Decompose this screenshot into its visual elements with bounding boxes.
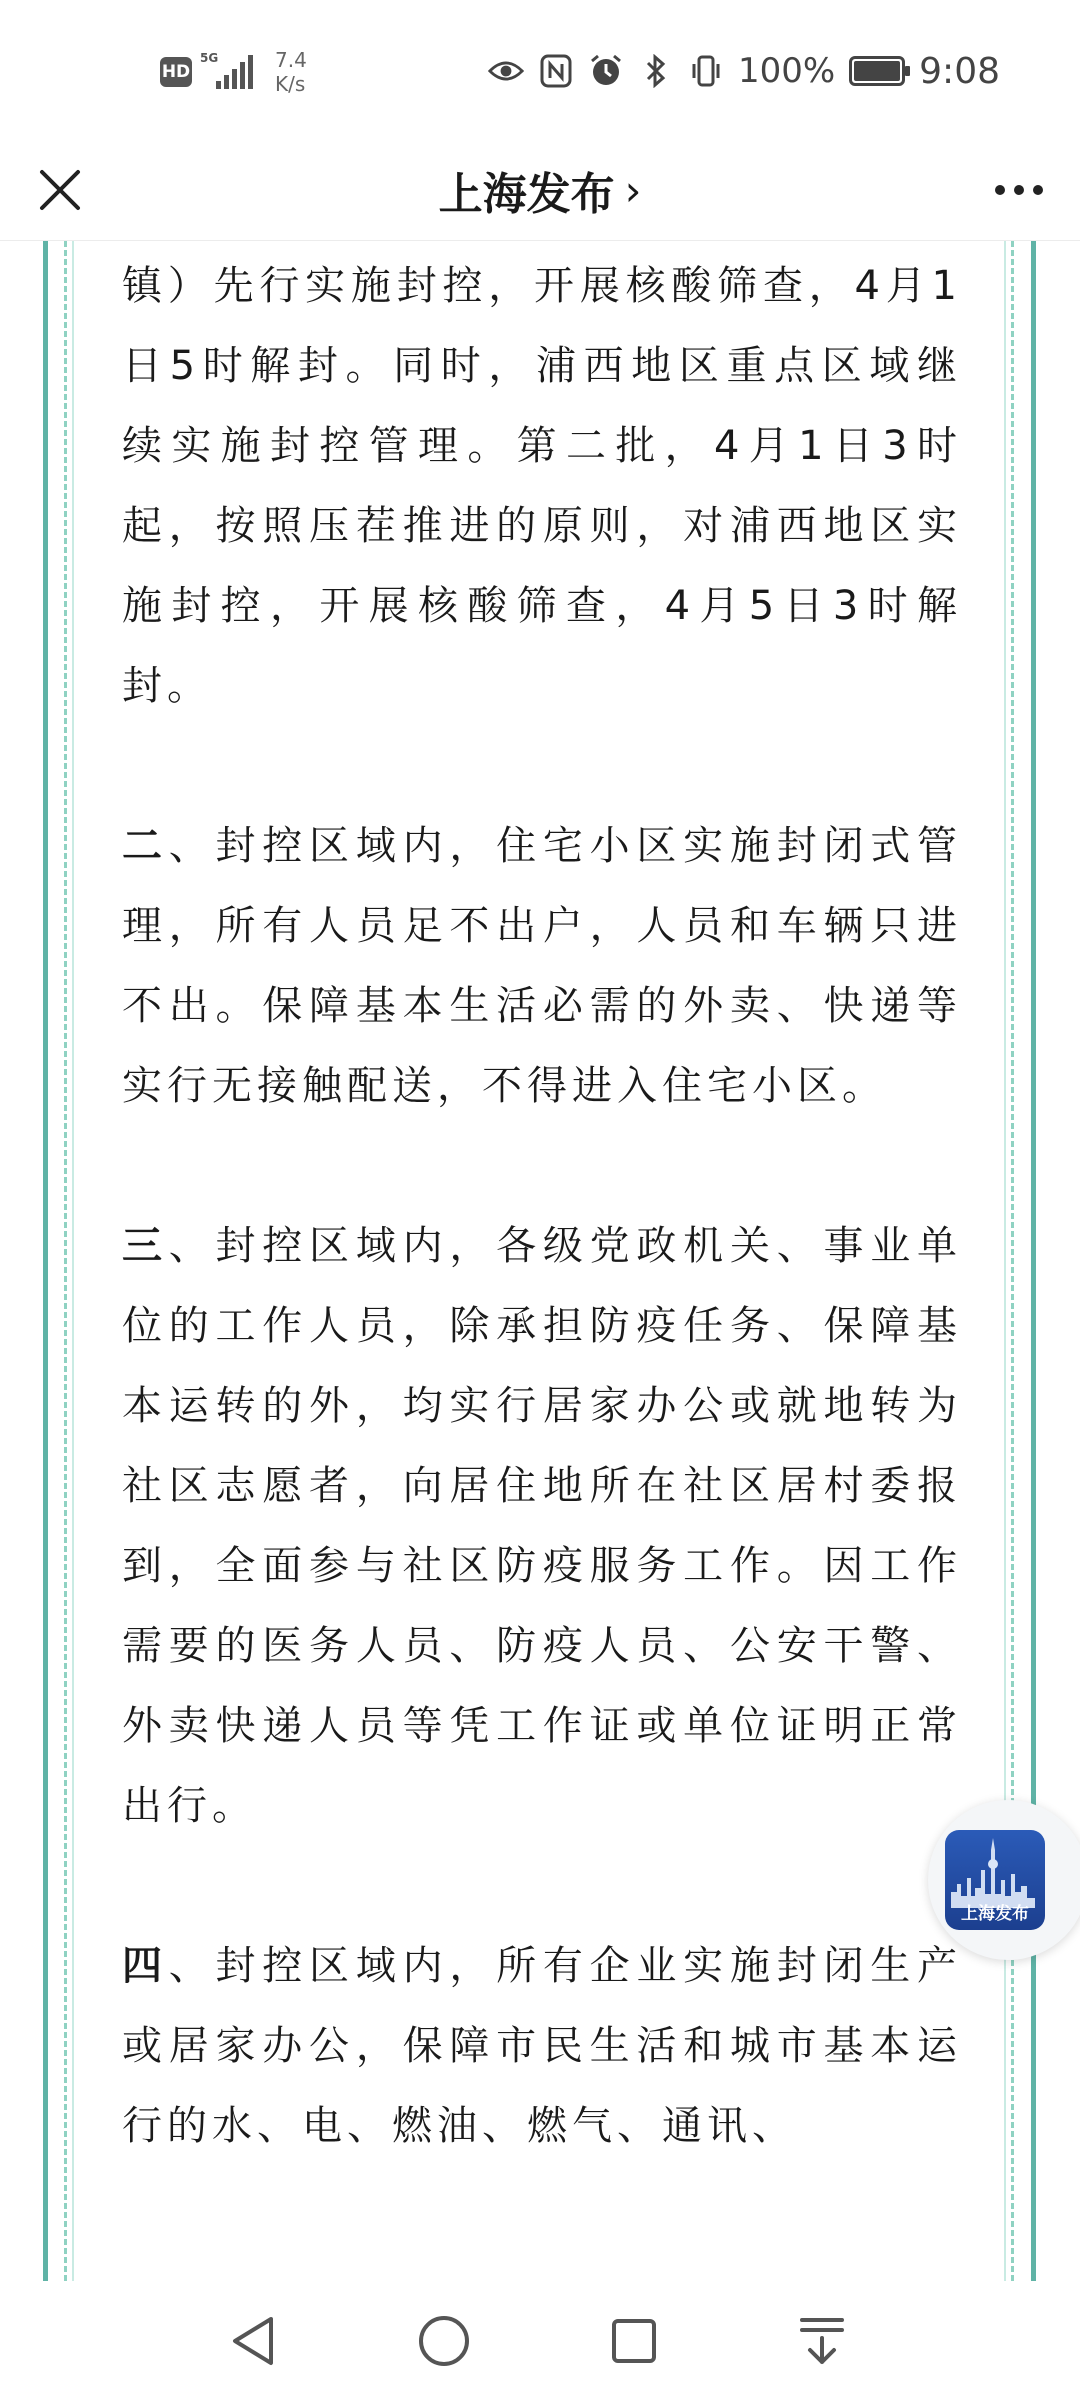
article-paragraph: 镇）先行实施封控，开展核酸筛查，4月1日5时解封。同时，浦西地区重点区域继续实施封控管理。第二批，4月1日3时起，按照压茬推进的原则，对浦西地区实施封控，开展核酸筛查，4月5日3时解封。 (122, 263, 962, 709)
section-number: 二 (122, 823, 169, 869)
paragraph-text: 、封控区域内，各级党政机关、事业单位的工作人员，除承担防疫任务、保障基本运转的外，均实行居家办公或就地转为社区志愿者，向居住地所在社区居村委报到，全面参与社区防疫服务工作。因工作需要的医务人员、防疫人员、公安干警、外卖快递人员等凭工作证或单位证明正常出行。 (122, 1223, 963, 1829)
article-paragraph (122, 1206, 962, 1846)
decorative-border (1031, 241, 1036, 2281)
article-paragraph (122, 806, 962, 1126)
battery-icon (849, 56, 905, 86)
eye-comfort-icon (488, 53, 524, 89)
pull-down-arrow-icon (798, 2316, 846, 2366)
paragraph-text: 、封控区域内，所有企业实施封闭生产或居家办公，保障市民生活和城市基本运行的水、电、燃油、燃气、通讯、 (122, 1943, 963, 2149)
logo-label: 上海发布 (961, 1904, 1029, 1924)
chevron-right-icon: › (624, 165, 642, 215)
decorative-border (72, 241, 74, 2281)
hd-voice-icon: HD (160, 57, 192, 87)
decorative-border (43, 241, 48, 2281)
network-speed-value: 7.4 (275, 48, 307, 72)
recents-square-icon (610, 2317, 658, 2365)
article-body[interactable] (0, 241, 1080, 2281)
alarm-icon (588, 53, 624, 89)
system-navigation-bar (0, 2282, 1080, 2400)
more-dot-icon (1014, 185, 1024, 195)
back-triangle-icon (229, 2315, 279, 2367)
section-number: 四 (122, 1943, 169, 1989)
bluetooth-icon (638, 53, 674, 89)
battery-percent: 100% (737, 51, 836, 91)
decorative-border (64, 241, 67, 2281)
network-speed (275, 48, 307, 96)
notification-pulldown-button[interactable] (782, 2301, 862, 2381)
article-content (122, 246, 962, 2166)
network-type-label: 5G (200, 51, 219, 65)
shanghai-fabu-logo (945, 1830, 1045, 1930)
article-paragraph (122, 1926, 962, 2166)
section-number: 三 (122, 1223, 169, 1269)
nfc-icon (538, 53, 574, 89)
title-bar (0, 140, 1080, 241)
paragraph-text: 、封控区域内，住宅小区实施封闭式管理，所有人员足不出户，人员和车辆只进不出。保障基本生活必需的外卖、快递等实行无接触配送，不得进入住宅小区。 (122, 823, 963, 1109)
home-circle-icon (417, 2314, 471, 2368)
decorative-border (1011, 241, 1014, 2281)
page-title: 上海发布 (438, 169, 615, 220)
status-left (160, 42, 307, 102)
network-speed-unit: K/s (275, 72, 306, 96)
clock: 9:08 (919, 50, 1000, 92)
back-button[interactable] (214, 2301, 294, 2381)
status-right (488, 46, 1000, 96)
more-dot-icon (1033, 185, 1043, 195)
decorative-border (1004, 241, 1006, 2281)
cellular-signal-icon (200, 51, 253, 89)
vibrate-icon (688, 53, 724, 89)
recents-button[interactable] (594, 2301, 674, 2381)
more-options-button[interactable] (984, 158, 1054, 222)
floating-account-button[interactable] (928, 1800, 1080, 1960)
more-dot-icon (995, 185, 1005, 195)
home-button[interactable] (404, 2301, 484, 2381)
account-title-link[interactable] (0, 140, 1080, 240)
status-bar (0, 0, 1080, 140)
